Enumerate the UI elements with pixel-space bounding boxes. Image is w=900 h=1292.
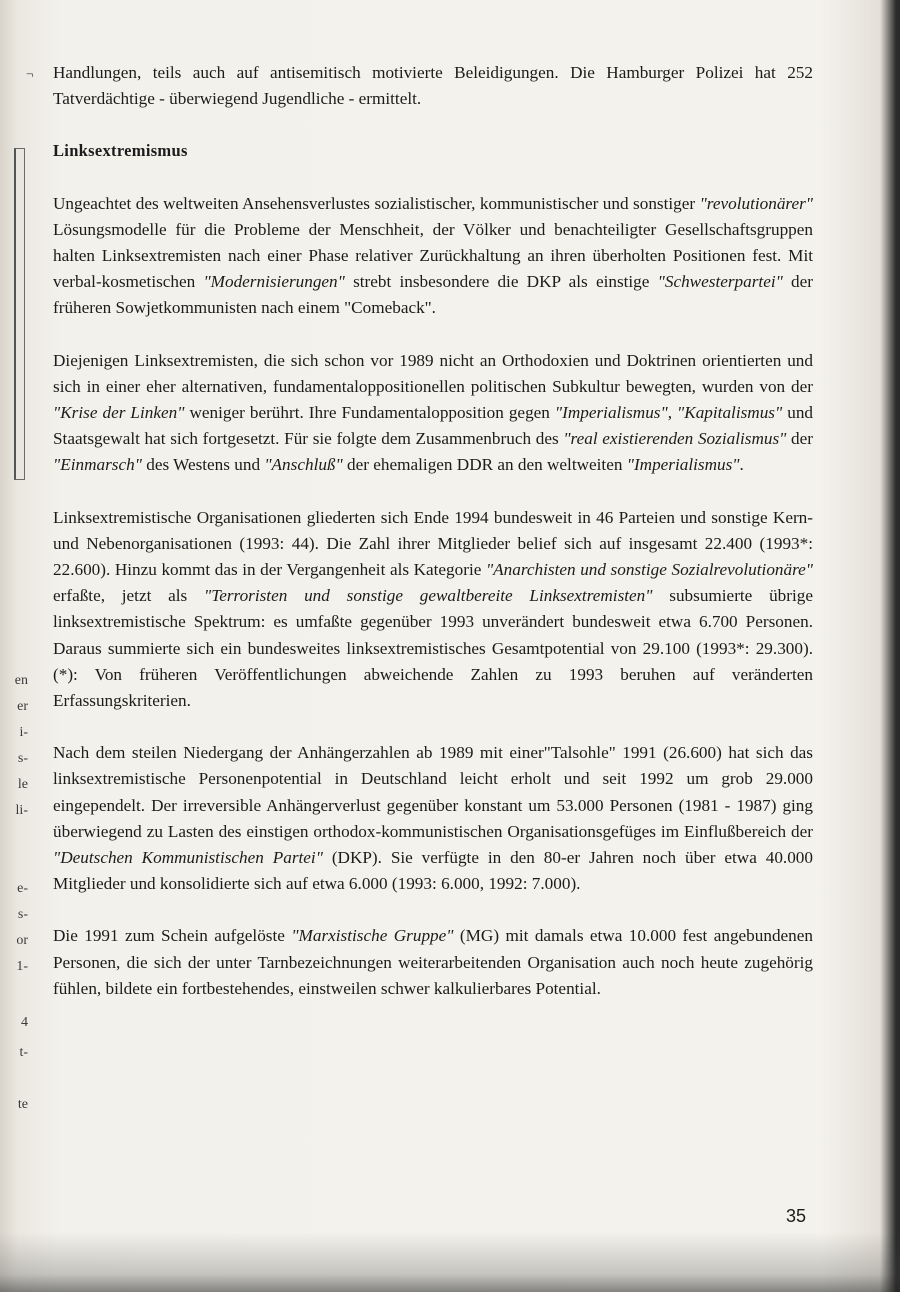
paragraph-5: Die 1991 zum Schein aufgelöste "Marxistische Gruppe" (MG) mit damals etwa 10.000 fest angebundenen Personen, die sich der unter Tarnbezeichnungen weiterarbeitenden Organisation auch noch heute zugehörig fühlen, bildete ein fortbestehendes, einstweilen schwer kalkulierbares Potential. xyxy=(53,926,813,998)
margin-fragment: le xyxy=(17,777,28,792)
margin-fragment: er xyxy=(17,699,28,714)
margin-fragment: s- xyxy=(17,907,28,922)
paragraph-2: Diejenigen Linksextremisten, die sich schon vor 1989 nicht an Orthodoxien und Doktrinen orientierten und sich in einer eher alternativen, fundamentaloppositionellen politischen Subkultur bewegten, wurden von der "Krise der Linken" weniger berührt. Ihre Fundamentalopposition gegen "Imperialismus", "Kapitalismus" und Staatsgewalt hat sich fortgesetzt. Für sie folgte dem Zusammenbruch des "real existierenden Sozialismus" der "Einmarsch" des Westens und "Anschluß" der ehemaligen DDR an den weltweiten "Imperialismus". xyxy=(53,350,814,475)
margin-fragment: li- xyxy=(15,803,28,818)
paragraph-4: Nach dem steilen Niedergang der Anhängerzahlen ab 1989 mit einer"Talsohle" 1991 (26.600) hat sich das linksextremistische Personenpotential in Deutschland leicht erholt und seit 1992 um grob 29.000 eingependelt. Der irreversible Anhängerverlust gegenüber konstant um 53.000 Personen (1981 - 1987) ging überwiegend zu Lasten des einstigen orthodox-kommunistischen Organisationsgefüges im Einflußbereich der "Deutschen Kommunistischen Partei" (DKP). Sie verfügte in den 80-er Jahren noch über etwa 40.000 Mitglieder und konsolidierte sich auf etwa 6.000 (1993: 6.000, 1992: 7.000). xyxy=(53,743,813,894)
margin-fragment: e- xyxy=(17,881,28,896)
margin-fragment: te xyxy=(17,1097,28,1112)
margin-fragment: t- xyxy=(19,1045,28,1060)
margin-fragment: 4 xyxy=(21,1015,28,1030)
margin-fragment: or xyxy=(16,933,28,948)
corner-mark: ¬ xyxy=(26,66,34,81)
section-heading: Linksextremismus xyxy=(53,141,188,161)
paragraph-1: Ungeachtet des weltweiten Ansehensverlustes sozialistischer, kommunistischer und sonstiger "revolutionärer" Lösungsmodelle für die Probleme der Menschheit, der Völker und benachteiligter Gesellschaftsgruppen halten Linksextremisten nach einer Phase relativer Zurückhaltung an ihren überholten Positionen fest. Mit verbal-kosmetischen "Modernisierungen" strebt insbesondere die DKP als einstige "Schwesterpartei" der früheren Sowjetkommunisten nach einem "Comeback". xyxy=(53,193,813,318)
document-body xyxy=(53,60,813,1028)
page-number: 35 xyxy=(786,1206,807,1226)
margin-fragment: s- xyxy=(17,751,28,766)
adjacent-page-edge xyxy=(14,148,25,480)
margin-fragment: en xyxy=(14,673,28,688)
margin-fragment: i- xyxy=(19,725,28,740)
margin-fragment: 1- xyxy=(16,959,28,974)
scan-shadow xyxy=(0,1232,900,1292)
paragraph-intro: Handlungen, teils auch auf antisemitisch motivierte Beleidigungen. Die Hamburger Polizei hat 252 Tatverdächtige - überwiegend Jugendliche - ermittelt. xyxy=(53,63,813,109)
paragraph-3: Linksextremistische Organisationen gliederten sich Ende 1994 bundesweit in 46 Parteien und sonstige Kern- und Nebenorganisationen (1993: 44). Die Zahl ihrer Mitglieder belief sich auf insgesamt 22.400 (1993*: 22.600). Hinzu kommt das in der Vergangenheit als Kategorie "Anarchisten und sonstige Sozialrevolutionäre" erfaßte, jetzt als "Terroristen und sonstige gewaltbereite Linksextremisten" subsumierte übrige linksextremistische Spektrum: es umfaßte gegenüber 1993 unverändert bundesweit etwa 6.700 Personen. Daraus summierte sich ein bundesweites linksextremistisches Gesamtpotential von 29.100 (1993*: 29.300). (*): Von früheren Veröffentlichungen abweichende Zahlen zu 1993 beruhen auf veränderten Erfassungskriterien. xyxy=(53,507,813,711)
